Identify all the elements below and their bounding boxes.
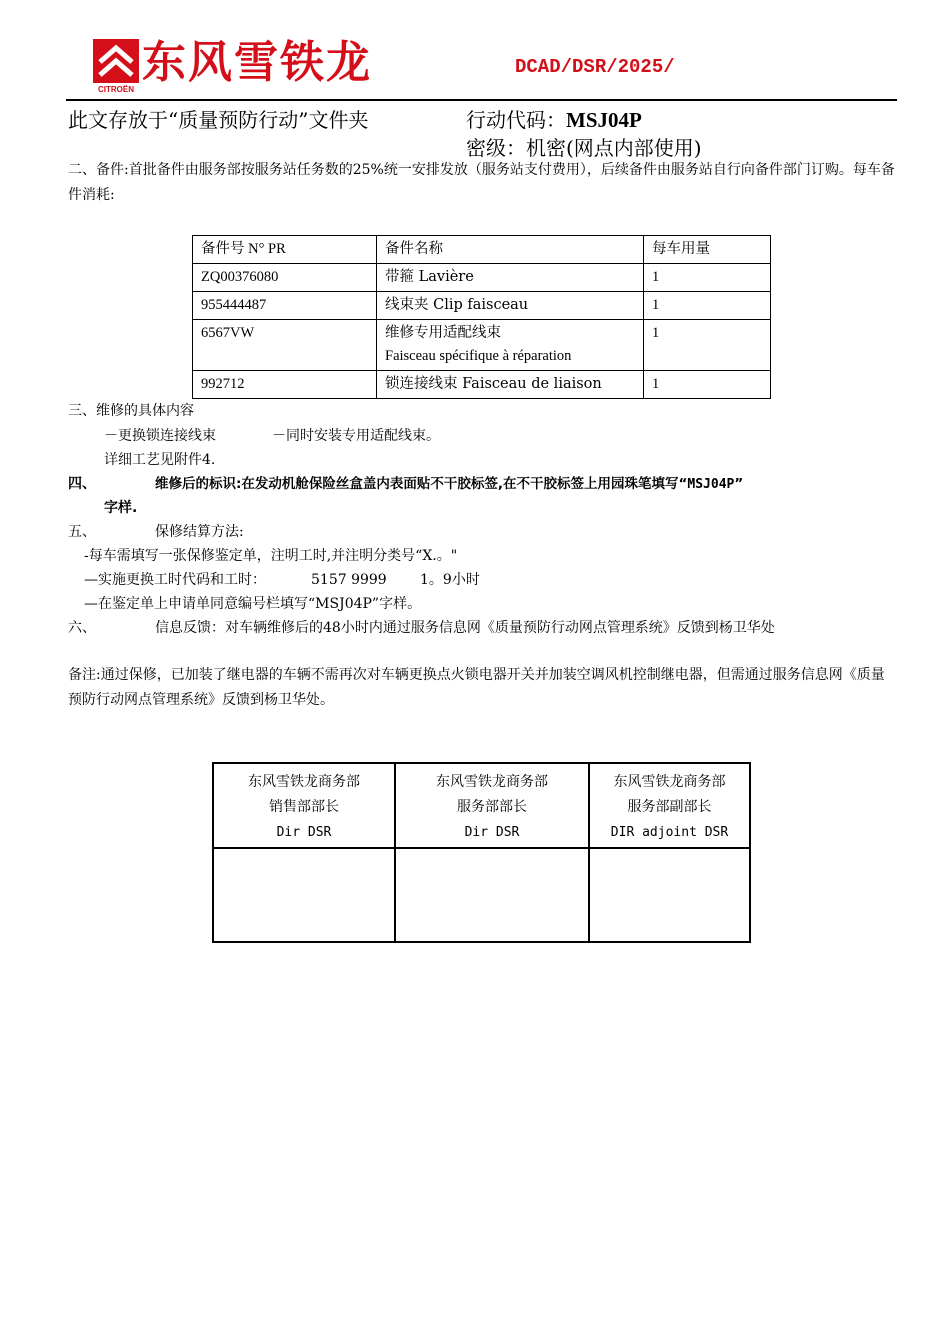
signature-title-fr: DIR adjoint DSR: [610, 825, 729, 840]
column-header: 备件名称: [377, 236, 644, 264]
svg-text:CITROËN: CITROËN: [98, 85, 134, 94]
parts-table: [192, 235, 771, 399]
section-parts-text: 二、备件:首批备件由服务部按服务站任务数的25%统一安排发放（服务站支付费用），后续备件由服务站自行向备件部门订购。每车备件消耗:: [68, 162, 895, 203]
part-name: 锁连接线束 Faisceau de liaison: [377, 371, 644, 399]
signature-space: [395, 848, 589, 942]
part-name: 线束夹 Clip faisceau: [377, 292, 644, 320]
section-marking-num: 四、: [68, 476, 96, 492]
document-code: DCAD/DSR/2025/: [515, 56, 675, 78]
warranty-line-2b: 5157 9999: [311, 572, 387, 588]
part-qty: 1: [644, 292, 771, 320]
folder-note: 此文存放于“质量预防行动”文件夹: [68, 108, 369, 132]
signature-title: 销售部部长: [269, 799, 339, 815]
signature-org: 东风雪铁龙商务部: [248, 774, 360, 790]
part-number: 6567VW: [193, 320, 377, 371]
signature-header-cell: [589, 763, 750, 848]
action-code-line: [466, 104, 642, 133]
section-warranty-title: 保修结算方法:: [155, 524, 244, 540]
signature-title-fr: Dir DSR: [464, 825, 520, 840]
brand-wordmark: 东风雪铁龙: [142, 37, 372, 88]
signature-header-row: [213, 763, 750, 848]
column-header: 备件号 N° PR: [193, 236, 377, 264]
security-level: 密级：机密(网点内部使用): [466, 136, 702, 160]
part-qty: 1: [644, 371, 771, 399]
column-header: 每车用量: [644, 236, 771, 264]
signature-title: 服务部部长: [457, 799, 527, 815]
repair-item-2: －同时安装专用适配线束。: [272, 428, 440, 444]
warranty-line-1: -每车需填写一张保修鉴定单，注明工时,并注明分类号“X.。": [84, 548, 458, 564]
section-marking-cont: 字样.: [104, 500, 138, 516]
signature-org: 东风雪铁龙商务部: [436, 774, 548, 790]
table-row: [193, 371, 771, 399]
action-code: MSJ04P: [566, 108, 642, 132]
action-code-label: 行动代码：: [466, 108, 566, 132]
part-qty: 1: [644, 264, 771, 292]
section-repair-title: 三、维修的具体内容: [68, 403, 194, 419]
signature-space: [213, 848, 395, 942]
repair-item-1: －更换锁连接线束: [104, 428, 216, 444]
table-row: [193, 292, 771, 320]
signature-title: 服务部副部长: [627, 799, 712, 815]
section-feedback-num: 六、: [68, 620, 96, 636]
part-name-cell: [377, 320, 644, 371]
marking-code: MSJ04P: [687, 477, 735, 492]
signature-space: [589, 848, 750, 942]
marking-end: ”: [734, 476, 744, 492]
signature-space-row: [213, 848, 750, 942]
table-header-row: [193, 236, 771, 264]
table-row: [193, 264, 771, 292]
warranty-line-2c: 1。9小时: [420, 572, 480, 588]
part-qty: 1: [644, 320, 771, 371]
part-number: ZQ00376080: [193, 264, 377, 292]
section-warranty-num: 五、: [68, 524, 96, 540]
part-name-fr: Faisceau spécifique à réparation: [385, 348, 572, 364]
repair-detail: 详细工艺见附件4.: [104, 452, 216, 468]
section-marking-text: [155, 474, 743, 495]
part-number: 955444487: [193, 292, 377, 320]
part-name: 带箍 Lavière: [377, 264, 644, 292]
remark-text: 备注:通过保修，已加装了继电器的车辆不需再次对车辆更换点火锁电器开关并加装空调风机控制继电器，但需通过服务信息网《质量预防行动网点管理系统》反馈到杨卫华处。: [68, 667, 885, 708]
signature-header-cell: [395, 763, 589, 848]
part-number: 992712: [193, 371, 377, 399]
warranty-line-2a: —实施更换工时代码和工时：: [84, 572, 266, 588]
signature-org: 东风雪铁龙商务部: [613, 774, 726, 790]
part-name: 维修专用适配线束: [385, 325, 501, 341]
signature-header-cell: [213, 763, 395, 848]
signature-title-fr: Dir DSR: [276, 825, 332, 840]
double-chevron-icon: [92, 38, 140, 94]
marking-text: 维修后的标识:在发动机舱保险丝盒盖内表面贴不干胶标签,在不干胶标签上用园珠笔填写“: [155, 476, 688, 492]
signature-table: [212, 762, 751, 943]
header-divider: [66, 99, 897, 101]
warranty-line-3: —在鉴定单上申请单同意编号栏填写“MSJ04P”字样。: [84, 596, 422, 612]
table-row: [193, 320, 771, 371]
section-feedback-text: 信息反馈：对车辆维修后的48小时内通过服务信息网《质量预防行动网点管理系统》反馈到杨卫华处: [155, 620, 775, 636]
